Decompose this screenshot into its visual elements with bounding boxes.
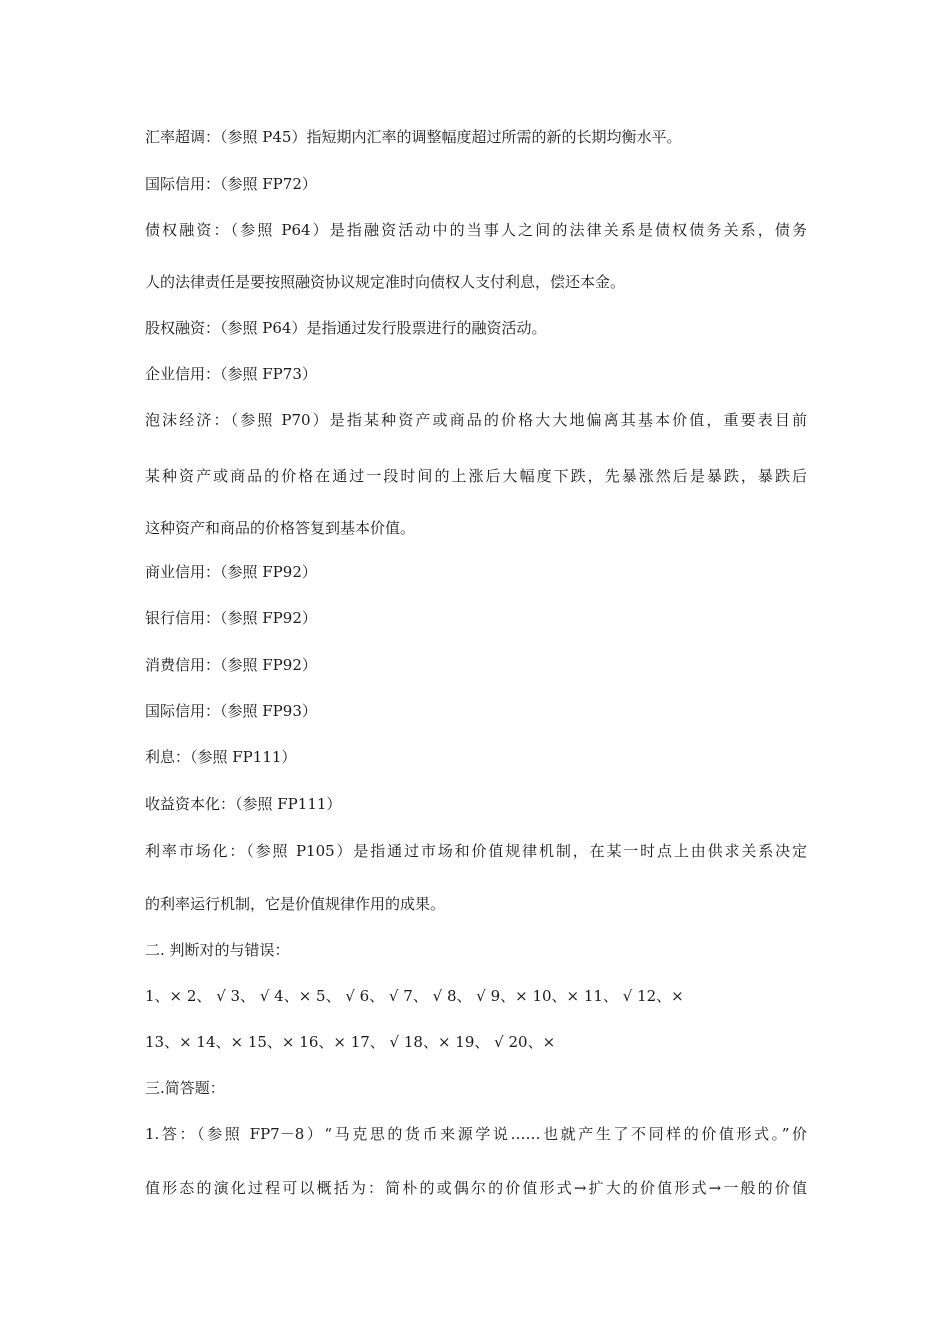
answer-1-cont: 值形态的演化过程可以概括为：简朴的或偶尔的价值形式→扩大的价值形式→一般的价值 xyxy=(145,1179,807,1197)
section-heading-short-answer: 三.简答题： xyxy=(145,1079,225,1097)
term-commercial-credit: 商业信用：（参照 FP92） xyxy=(145,563,317,581)
term-bubble-economy-cont2: 这种资产和商品的价格答复到基本价值。 xyxy=(145,519,416,537)
term-enterprise-credit: 企业信用：（参照 FP73） xyxy=(145,365,317,383)
term-bubble-economy-cont1: 某种资产或商品的价格在通过一段时间的上涨后大幅度下跌，先暴涨然后是暴跌，暴跌后 xyxy=(145,467,807,485)
answer-1: 1.答：（参照 FP7－8）“马克思的货币来源学说……也就产生了不同样的价值形式。”价 xyxy=(145,1125,807,1143)
term-interest-rate-marketization-cont: 的利率运行机制，它是价值规律作用的成果。 xyxy=(145,895,446,913)
term-interest-rate-marketization: 利率市场化：（参照 P105）是指通过市场和价值规律机制，在某一时点上由供求关系决定 xyxy=(145,842,807,860)
term-interest: 利息：（参照 FP111） xyxy=(145,748,297,766)
term-exchange-rate-overshooting: 汇率超调：（参照 P45）指短期内汇率的调整幅度超过所需的新的长期均衡水平。 xyxy=(145,128,682,146)
term-capitalization: 收益资本化：（参照 FP111） xyxy=(145,795,342,813)
term-international-credit: 国际信用：（参照 FP72） xyxy=(145,175,317,193)
term-consumer-credit: 消费信用：（参照 FP92） xyxy=(145,656,317,674)
answers-row-1: 1、× 2、 √ 3、 √ 4、× 5、 √ 6、 √ 7、 √ 8、 √ 9、× 10、× 11、 √ 12、× xyxy=(145,987,684,1005)
term-bank-credit: 银行信用：（参照 FP92） xyxy=(145,609,317,627)
term-equity-financing: 股权融资：（参照 P64）是指通过发行股票进行的融资活动。 xyxy=(145,319,547,337)
term-bubble-economy: 泡沫经济：（参照 P70）是指某种资产或商品的价格大大地偏离其基本价值，重要表目前 xyxy=(145,411,807,429)
term-debt-financing: 债权融资：（参照 P64）是指融资活动中的当事人之间的法律关系是债权债务关系，债务 xyxy=(145,221,807,239)
term-international-credit-2: 国际信用：（参照 FP93） xyxy=(145,702,317,720)
answers-row-2: 13、× 14、× 15、× 16、× 17、 √ 18、× 19、 √ 20、× xyxy=(145,1033,556,1051)
term-debt-financing-cont: 人的法律责任是要按照融资协议规定准时向债权人支付利息，偿还本金。 xyxy=(145,273,626,291)
section-heading-true-false: 二. 判断对的与错误： xyxy=(145,941,290,959)
